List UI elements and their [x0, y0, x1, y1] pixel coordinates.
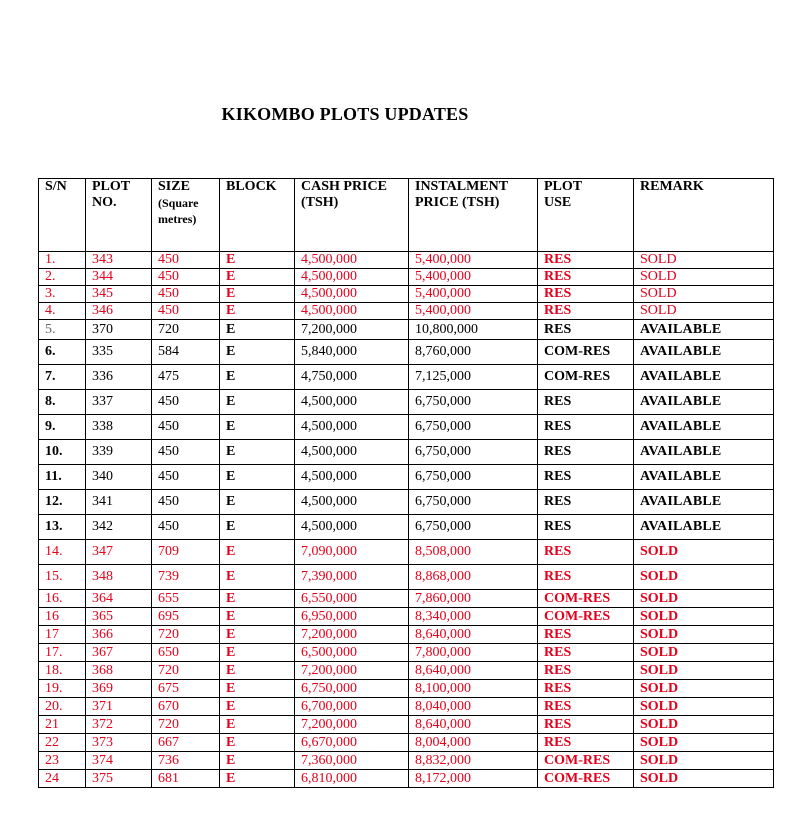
- cell-remark: AVAILABLE: [634, 490, 774, 515]
- cell-plot-use: RES: [538, 644, 634, 662]
- cell-cash-price: 7,200,000: [295, 716, 409, 734]
- cell-size: 736: [152, 752, 220, 770]
- cell-sn: 17.: [39, 644, 86, 662]
- cell-sn: 16: [39, 608, 86, 626]
- table-row: [39, 252, 774, 269]
- header-cash-price: CASH PRICE (TSH): [295, 179, 409, 252]
- cell-remark: SOLD: [634, 716, 774, 734]
- cell-sn: 15.: [39, 565, 86, 590]
- cell-instalment-price: 8,100,000: [409, 680, 538, 698]
- header-plot-use: PLOT USE: [538, 179, 634, 252]
- cell-size: 450: [152, 286, 220, 303]
- cell-plot-use: RES: [538, 626, 634, 644]
- table-row: [39, 734, 774, 752]
- cell-remark: AVAILABLE: [634, 465, 774, 490]
- header-size: SIZE (Square metres): [152, 179, 220, 252]
- cell-size: 720: [152, 626, 220, 644]
- table-row: [39, 340, 774, 365]
- cell-sn: 2.: [39, 269, 86, 286]
- cell-plot-use: RES: [538, 252, 634, 269]
- cell-remark: SOLD: [634, 752, 774, 770]
- cell-cash-price: 7,200,000: [295, 320, 409, 340]
- table-row: [39, 644, 774, 662]
- cell-block: E: [220, 515, 295, 540]
- cell-instalment-price: 5,400,000: [409, 286, 538, 303]
- cell-sn: 13.: [39, 515, 86, 540]
- cell-remark: SOLD: [634, 644, 774, 662]
- cell-cash-price: 4,500,000: [295, 465, 409, 490]
- cell-plot-no: 346: [86, 303, 152, 320]
- cell-cash-price: 7,200,000: [295, 662, 409, 680]
- cell-size: 450: [152, 252, 220, 269]
- cell-cash-price: 7,200,000: [295, 626, 409, 644]
- cell-block: E: [220, 390, 295, 415]
- cell-instalment-price: 6,750,000: [409, 390, 538, 415]
- cell-block: E: [220, 252, 295, 269]
- cell-instalment-price: 8,868,000: [409, 565, 538, 590]
- cell-remark: SOLD: [634, 662, 774, 680]
- cell-cash-price: 7,360,000: [295, 752, 409, 770]
- cell-sn: 19.: [39, 680, 86, 698]
- cell-size: 584: [152, 340, 220, 365]
- cell-instalment-price: 6,750,000: [409, 465, 538, 490]
- cell-sn: 22: [39, 734, 86, 752]
- cell-sn: 8.: [39, 390, 86, 415]
- table-row: [39, 770, 774, 788]
- cell-plot-use: RES: [538, 269, 634, 286]
- cell-size: 681: [152, 770, 220, 788]
- cell-block: E: [220, 269, 295, 286]
- cell-remark: SOLD: [634, 626, 774, 644]
- cell-instalment-price: 8,832,000: [409, 752, 538, 770]
- cell-plot-use: RES: [538, 662, 634, 680]
- cell-block: E: [220, 490, 295, 515]
- cell-instalment-price: 7,125,000: [409, 365, 538, 390]
- cell-sn: 3.: [39, 286, 86, 303]
- cell-sn: 9.: [39, 415, 86, 440]
- cell-remark: AVAILABLE: [634, 415, 774, 440]
- cell-sn: 7.: [39, 365, 86, 390]
- cell-plot-no: 373: [86, 734, 152, 752]
- table-row: [39, 490, 774, 515]
- cell-cash-price: 7,390,000: [295, 565, 409, 590]
- cell-plot-use: RES: [538, 286, 634, 303]
- cell-plot-use: RES: [538, 303, 634, 320]
- cell-plot-no: 344: [86, 269, 152, 286]
- cell-plot-no: 367: [86, 644, 152, 662]
- cell-plot-no: 341: [86, 490, 152, 515]
- cell-plot-use: COM-RES: [538, 340, 634, 365]
- cell-size: 450: [152, 303, 220, 320]
- cell-size: 720: [152, 662, 220, 680]
- table-row: [39, 540, 774, 565]
- page-title: KIKOMBO PLOTS UPDATES: [221, 104, 469, 124]
- table-row: [39, 698, 774, 716]
- cell-sn: 11.: [39, 465, 86, 490]
- cell-sn: 20.: [39, 698, 86, 716]
- cell-size: 670: [152, 698, 220, 716]
- cell-instalment-price: 6,750,000: [409, 515, 538, 540]
- cell-sn: 14.: [39, 540, 86, 565]
- table-row: [39, 608, 774, 626]
- cell-size: 450: [152, 269, 220, 286]
- table-row: [39, 680, 774, 698]
- cell-plot-no: 364: [86, 590, 152, 608]
- table-row: [39, 565, 774, 590]
- cell-remark: SOLD: [634, 286, 774, 303]
- cell-remark: AVAILABLE: [634, 515, 774, 540]
- table-row: [39, 303, 774, 320]
- cell-size: 450: [152, 490, 220, 515]
- cell-block: E: [220, 662, 295, 680]
- cell-sn: 1.: [39, 252, 86, 269]
- cell-plot-use: RES: [538, 734, 634, 752]
- cell-plot-use: RES: [538, 515, 634, 540]
- cell-instalment-price: 5,400,000: [409, 303, 538, 320]
- cell-plot-no: 371: [86, 698, 152, 716]
- table-row: [39, 626, 774, 644]
- cell-cash-price: 4,500,000: [295, 440, 409, 465]
- cell-cash-price: 7,090,000: [295, 540, 409, 565]
- cell-block: E: [220, 752, 295, 770]
- cell-cash-price: 6,950,000: [295, 608, 409, 626]
- header-remark: REMARK: [634, 179, 774, 252]
- cell-sn: 18.: [39, 662, 86, 680]
- cell-instalment-price: 8,640,000: [409, 626, 538, 644]
- cell-plot-no: 375: [86, 770, 152, 788]
- header-block: BLOCK: [220, 179, 295, 252]
- cell-sn: 17: [39, 626, 86, 644]
- cell-plot-use: RES: [538, 565, 634, 590]
- cell-block: E: [220, 590, 295, 608]
- cell-sn: 21: [39, 716, 86, 734]
- cell-plot-use: RES: [538, 320, 634, 340]
- cell-cash-price: 6,500,000: [295, 644, 409, 662]
- cell-sn: 10.: [39, 440, 86, 465]
- cell-plot-use: RES: [538, 465, 634, 490]
- cell-plot-no: 366: [86, 626, 152, 644]
- cell-instalment-price: 8,760,000: [409, 340, 538, 365]
- cell-cash-price: 4,500,000: [295, 415, 409, 440]
- cell-plot-no: 368: [86, 662, 152, 680]
- cell-block: E: [220, 626, 295, 644]
- cell-size: 475: [152, 365, 220, 390]
- cell-instalment-price: 5,400,000: [409, 269, 538, 286]
- cell-plot-no: 335: [86, 340, 152, 365]
- cell-remark: AVAILABLE: [634, 390, 774, 415]
- header-plot-no: PLOT NO.: [86, 179, 152, 252]
- cell-plot-use: COM-RES: [538, 590, 634, 608]
- cell-instalment-price: 8,172,000: [409, 770, 538, 788]
- cell-remark: SOLD: [634, 252, 774, 269]
- cell-plot-use: RES: [538, 698, 634, 716]
- cell-instalment-price: 7,860,000: [409, 590, 538, 608]
- table-row: [39, 590, 774, 608]
- table-row: [39, 515, 774, 540]
- cell-remark: SOLD: [634, 680, 774, 698]
- table-row: [39, 286, 774, 303]
- cell-block: E: [220, 365, 295, 390]
- cell-cash-price: 6,700,000: [295, 698, 409, 716]
- cell-sn: 5.: [39, 320, 86, 340]
- table-row: [39, 752, 774, 770]
- cell-size: 450: [152, 390, 220, 415]
- cell-instalment-price: 6,750,000: [409, 440, 538, 465]
- table-row: [39, 662, 774, 680]
- table-row: [39, 390, 774, 415]
- plots-table: [38, 178, 774, 788]
- cell-instalment-price: 5,400,000: [409, 252, 538, 269]
- cell-remark: AVAILABLE: [634, 340, 774, 365]
- cell-cash-price: 4,500,000: [295, 269, 409, 286]
- cell-instalment-price: 7,800,000: [409, 644, 538, 662]
- cell-cash-price: 6,750,000: [295, 680, 409, 698]
- cell-cash-price: 4,500,000: [295, 390, 409, 415]
- cell-plot-no: 339: [86, 440, 152, 465]
- cell-plot-no: 374: [86, 752, 152, 770]
- cell-block: E: [220, 340, 295, 365]
- cell-plot-no: 343: [86, 252, 152, 269]
- cell-block: E: [220, 303, 295, 320]
- cell-plot-use: COM-RES: [538, 752, 634, 770]
- cell-sn: 6.: [39, 340, 86, 365]
- cell-plot-no: 365: [86, 608, 152, 626]
- cell-instalment-price: 6,750,000: [409, 490, 538, 515]
- cell-remark: AVAILABLE: [634, 320, 774, 340]
- cell-plot-no: 348: [86, 565, 152, 590]
- cell-cash-price: 4,500,000: [295, 303, 409, 320]
- cell-remark: SOLD: [634, 698, 774, 716]
- header-instalment-price: INSTALMENT PRICE (TSH): [409, 179, 538, 252]
- cell-size: 720: [152, 716, 220, 734]
- cell-size: 739: [152, 565, 220, 590]
- cell-plot-use: RES: [538, 716, 634, 734]
- header-sn: S/N: [39, 179, 86, 252]
- cell-block: E: [220, 716, 295, 734]
- cell-plot-no: 338: [86, 415, 152, 440]
- table-row: [39, 716, 774, 734]
- cell-remark: SOLD: [634, 734, 774, 752]
- cell-size: 450: [152, 440, 220, 465]
- cell-remark: AVAILABLE: [634, 365, 774, 390]
- cell-block: E: [220, 415, 295, 440]
- cell-cash-price: 6,550,000: [295, 590, 409, 608]
- cell-size: 450: [152, 415, 220, 440]
- cell-block: E: [220, 734, 295, 752]
- table-row: [39, 465, 774, 490]
- cell-instalment-price: 8,340,000: [409, 608, 538, 626]
- cell-block: E: [220, 680, 295, 698]
- cell-cash-price: 6,810,000: [295, 770, 409, 788]
- cell-remark: SOLD: [634, 590, 774, 608]
- cell-plot-no: 337: [86, 390, 152, 415]
- cell-size: 675: [152, 680, 220, 698]
- cell-block: E: [220, 608, 295, 626]
- cell-block: E: [220, 465, 295, 490]
- cell-plot-use: RES: [538, 490, 634, 515]
- cell-plot-no: 347: [86, 540, 152, 565]
- cell-plot-no: 342: [86, 515, 152, 540]
- cell-plot-use: COM-RES: [538, 770, 634, 788]
- table-row: [39, 440, 774, 465]
- cell-remark: SOLD: [634, 565, 774, 590]
- cell-plot-use: COM-RES: [538, 365, 634, 390]
- cell-plot-no: 345: [86, 286, 152, 303]
- cell-plot-use: RES: [538, 390, 634, 415]
- cell-cash-price: 4,750,000: [295, 365, 409, 390]
- cell-plot-use: RES: [538, 415, 634, 440]
- table-row: [39, 415, 774, 440]
- cell-instalment-price: 8,508,000: [409, 540, 538, 565]
- cell-block: E: [220, 540, 295, 565]
- cell-plot-no: 336: [86, 365, 152, 390]
- cell-cash-price: 4,500,000: [295, 515, 409, 540]
- cell-size: 650: [152, 644, 220, 662]
- cell-plot-use: RES: [538, 440, 634, 465]
- cell-instalment-price: 8,640,000: [409, 716, 538, 734]
- cell-size: 709: [152, 540, 220, 565]
- table-row: [39, 365, 774, 390]
- cell-plot-no: 340: [86, 465, 152, 490]
- cell-plot-use: RES: [538, 680, 634, 698]
- table-row: [39, 269, 774, 286]
- cell-instalment-price: 8,640,000: [409, 662, 538, 680]
- cell-sn: 24: [39, 770, 86, 788]
- cell-sn: 12.: [39, 490, 86, 515]
- cell-cash-price: 4,500,000: [295, 252, 409, 269]
- table-row: [39, 320, 774, 340]
- cell-cash-price: 4,500,000: [295, 286, 409, 303]
- cell-block: E: [220, 565, 295, 590]
- cell-block: E: [220, 320, 295, 340]
- cell-remark: SOLD: [634, 540, 774, 565]
- cell-size: 655: [152, 590, 220, 608]
- cell-sn: 23: [39, 752, 86, 770]
- cell-size: 667: [152, 734, 220, 752]
- cell-size: 450: [152, 465, 220, 490]
- cell-remark: SOLD: [634, 770, 774, 788]
- cell-instalment-price: 8,040,000: [409, 698, 538, 716]
- cell-plot-use: RES: [538, 540, 634, 565]
- cell-cash-price: 4,500,000: [295, 490, 409, 515]
- cell-remark: AVAILABLE: [634, 440, 774, 465]
- cell-cash-price: 5,840,000: [295, 340, 409, 365]
- cell-plot-no: 369: [86, 680, 152, 698]
- cell-plot-use: COM-RES: [538, 608, 634, 626]
- cell-plot-no: 370: [86, 320, 152, 340]
- cell-size: 695: [152, 608, 220, 626]
- cell-size: 720: [152, 320, 220, 340]
- table-header-row: [39, 179, 774, 252]
- cell-cash-price: 6,670,000: [295, 734, 409, 752]
- cell-sn: 4.: [39, 303, 86, 320]
- cell-remark: SOLD: [634, 303, 774, 320]
- cell-instalment-price: 6,750,000: [409, 415, 538, 440]
- cell-remark: SOLD: [634, 269, 774, 286]
- cell-sn: 16.: [39, 590, 86, 608]
- cell-block: E: [220, 698, 295, 716]
- cell-block: E: [220, 440, 295, 465]
- cell-instalment-price: 10,800,000: [409, 320, 538, 340]
- cell-instalment-price: 8,004,000: [409, 734, 538, 752]
- cell-block: E: [220, 644, 295, 662]
- cell-plot-no: 372: [86, 716, 152, 734]
- cell-block: E: [220, 770, 295, 788]
- cell-remark: SOLD: [634, 608, 774, 626]
- cell-block: E: [220, 286, 295, 303]
- cell-size: 450: [152, 515, 220, 540]
